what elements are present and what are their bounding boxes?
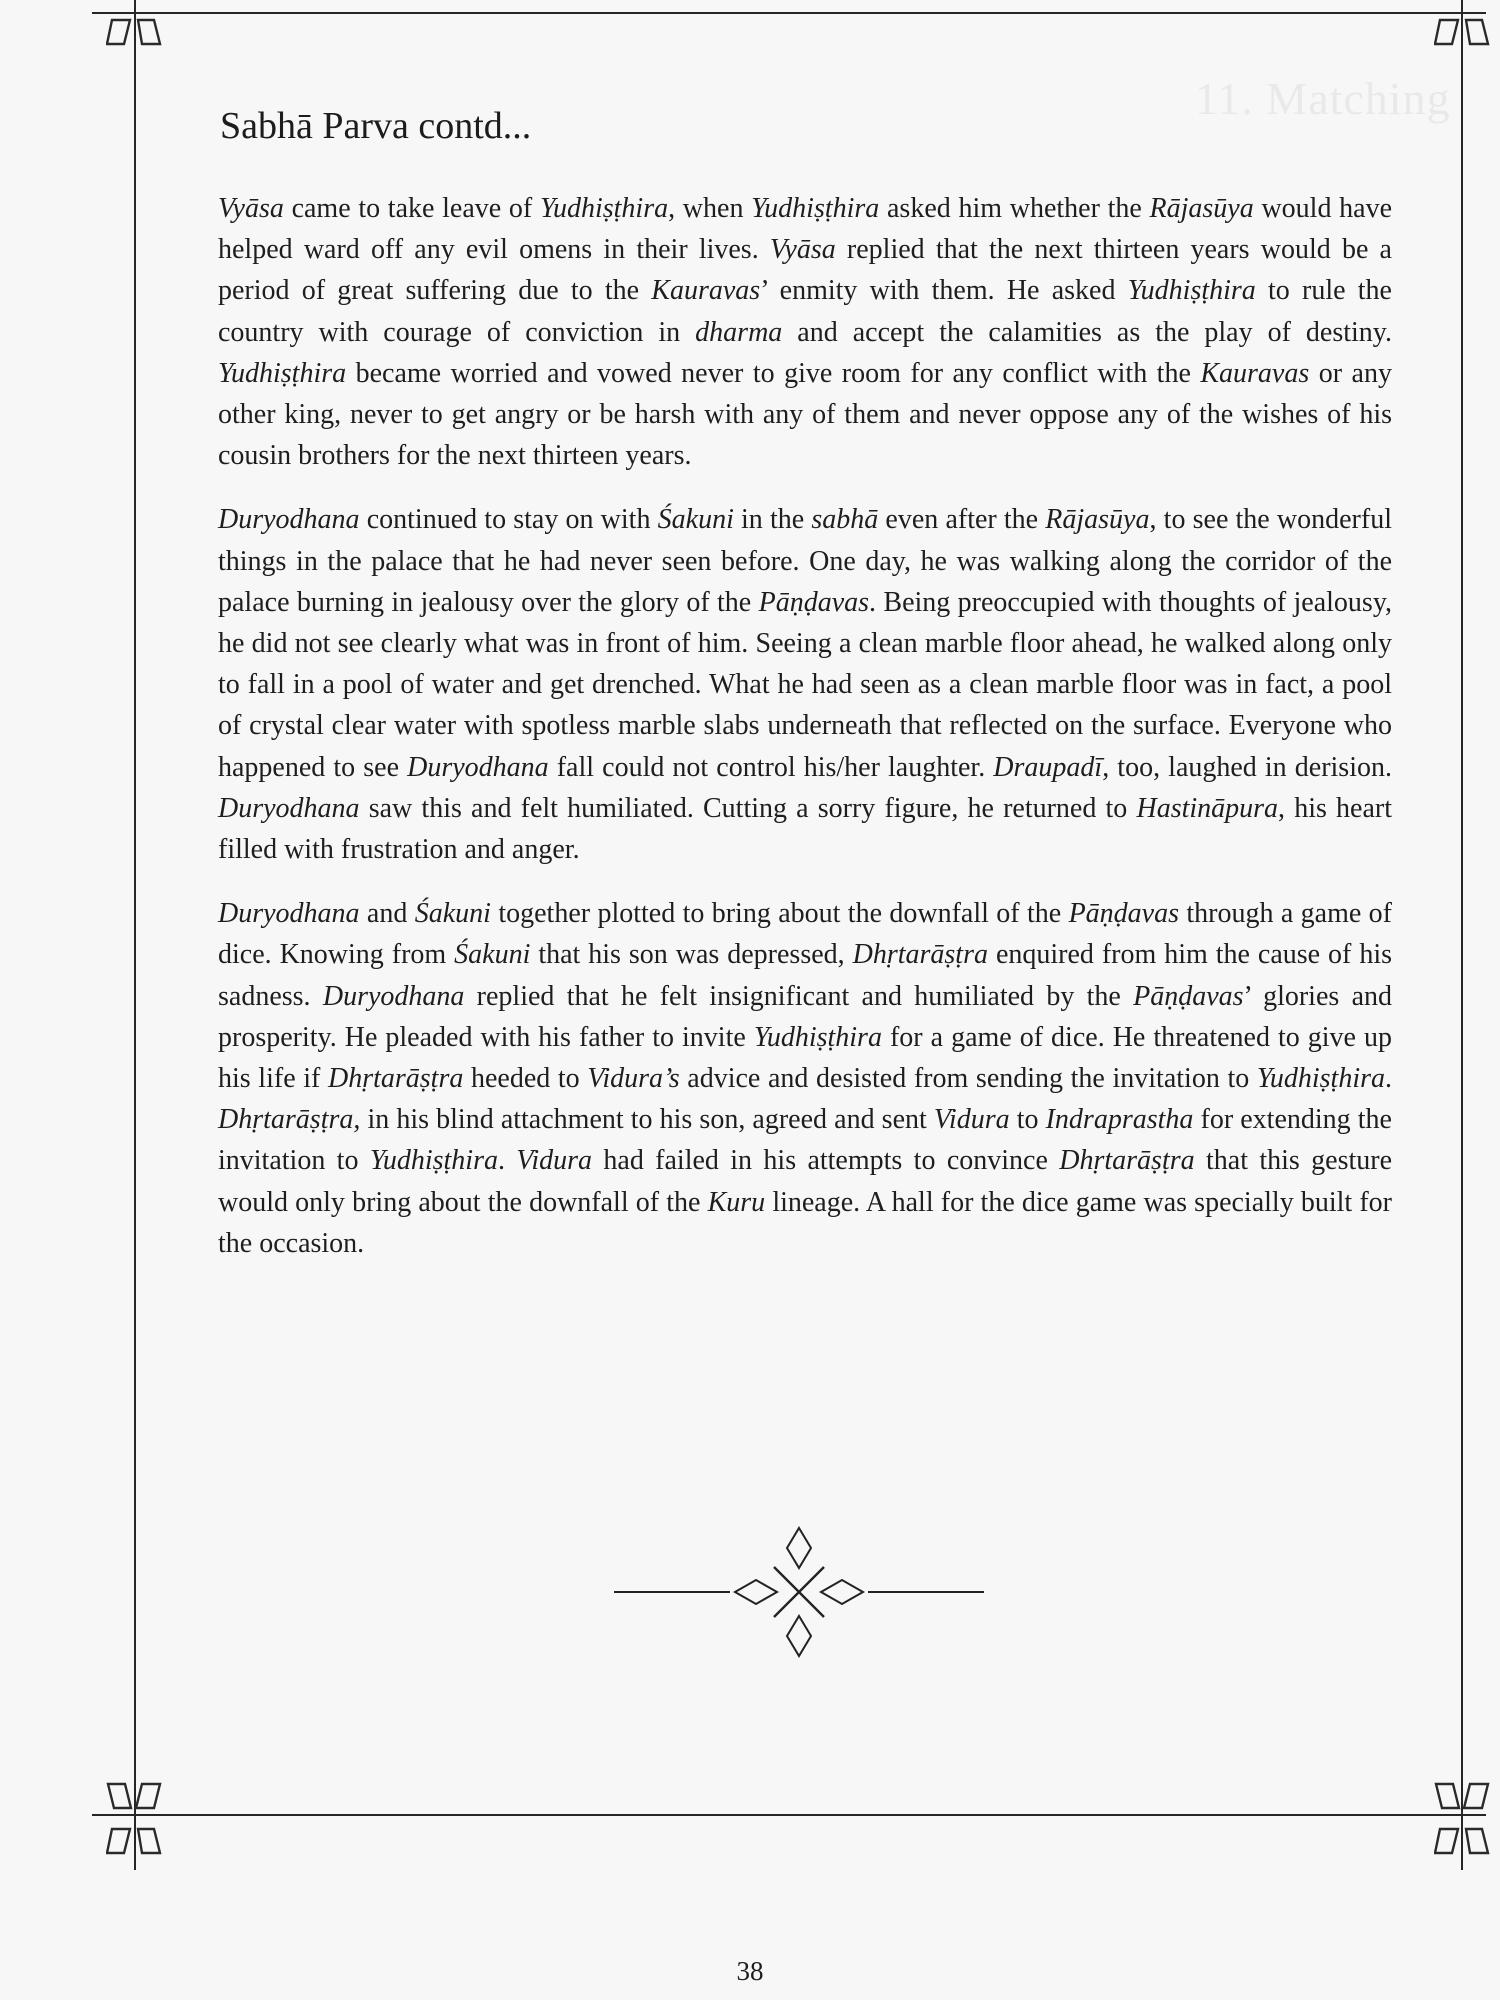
italic-term: Yudhiṣṭhira [751,193,880,224]
page-number: 38 [736,1956,764,1986]
italic-term: Yudhiṣṭhira [753,1021,882,1053]
italic-term: Dhṛtarāṣṭra [327,1063,464,1095]
text-run: . Being preoccupied with thoughts of jealousy, he did not see clearly what was in front of him. Seeing a clean marble floor ahead, he walked along only to fall in a pool of water and get drenched. What he had seen as a clean marble floor was in fact, a pool of crystal clear water with spotless marble slabs underneath that reflected on the surface. Everyone who happened to see [218,586,1393,783]
text-run: , his heart filled with frustration and anger. [218,792,1393,866]
italic-term: Vyāsa [218,193,284,224]
italic-term: Vidura [516,1145,593,1177]
text-run: even after the [878,504,1046,536]
frame-bottom-rule [92,1814,1486,1816]
italic-term: Pāṇḍavas [1068,898,1179,930]
text-run: and accept the calamities as the play of destiny. [782,316,1392,348]
text-run: or any other king, never to get angry or be harsh with any of them and never oppose any of the wishes of his cousin brothers for the next thirteen years. [218,357,1392,472]
text-run: replied that he felt insignificant and humiliated by the [464,980,1134,1012]
italic-term: Kauravas [651,275,761,307]
italic-term: Dhṛtarāṣṭra [852,939,988,971]
frame-left-rule [134,0,136,1870]
body-text [218,188,1392,1287]
italic-term: Kuru [707,1186,766,1218]
paragraph-2 [218,499,1392,870]
page-title: Sabhā Parva contd... [220,105,532,147]
text-run: for extending the invitation to [218,1104,1392,1177]
text-run: had failed in his attempts to convince [592,1145,1060,1177]
text-run: would have helped ward off any evil omens in their lives. [218,193,1392,266]
italic-term: Dhṛtarāṣṭra, [218,1104,361,1136]
corner-ornament-bottom-left-lower [106,1826,162,1856]
italic-term: Duryodhana [322,980,465,1012]
italic-term: Yudhiṣṭhira [218,357,347,389]
italic-term: Dhṛtarāṣṭra [1059,1145,1195,1177]
paragraph-3 [218,893,1392,1264]
text-run: in the [733,504,812,536]
text-run: to rule the country with courage of conviction in [218,275,1392,348]
italic-term: Vyāsa [769,234,836,266]
corner-ornament-top-right [1434,17,1490,47]
text-run: for a game of dice. He threatened to give up his life if [218,1021,1392,1095]
italic-term: Śakuni [414,898,491,930]
corner-ornament-bottom-left-upper [106,1781,162,1811]
italic-term: Duryodhana [407,751,549,783]
text-run: continued to stay on with [359,504,658,536]
corner-ornament-bottom-right-upper [1434,1781,1490,1811]
italic-term: Draupadī [993,751,1103,783]
italic-term: Duryodhana [218,898,360,930]
italic-term: Hastināpura [1136,792,1279,824]
text-run: ’ glories and prosperity. He pleaded with his father to invite [218,980,1393,1053]
frame-top-rule [92,12,1486,14]
text-run: came to take leave of [283,193,540,224]
text-run: , when [668,193,752,224]
italic-term: Yudhiṣṭhira [539,193,669,224]
italic-term: Śakuni [454,939,531,971]
italic-term: Yudhiṣṭhira [1256,1063,1386,1095]
paragraph-1 [218,188,1392,476]
text-run: that his son was depressed, [530,939,853,971]
italic-term: Yudhiṣṭhira [1127,275,1256,307]
italic-term: Pāṇḍavas [758,586,870,618]
text-run: that this gesture would only bring about the downfall of the [218,1145,1392,1218]
text-run: ’ enmity with them. He asked [760,275,1128,307]
italic-term: Yudhiṣṭhira [369,1145,498,1177]
italic-term: Vidura [933,1104,1010,1136]
italic-term: Kauravas [1200,357,1310,389]
text-run: . [497,1145,517,1177]
text-run: advice and desisted from sending the invitation to [679,1063,1257,1095]
ghost-heading: 11. Matching [1195,73,1451,124]
text-run: saw this and felt humiliated. Cutting a sorry figure, he returned to [359,792,1137,824]
text-run: heeded to [463,1063,588,1095]
text-run: became worried and vowed never to give room for any conflict with the [346,357,1201,389]
text-run: fall could not control his/her laughter. [548,751,994,783]
text-run: , too, laughed in derision. [1102,751,1392,783]
text-run: asked him whether the [879,193,1150,224]
italic-term: Duryodhana [218,792,360,824]
italic-term: sabhā [811,504,879,536]
text-run: in his blind attachment to his son, agreed and sent [360,1104,934,1136]
italic-term: Vidura’s [587,1063,680,1095]
text-run: lineage. A hall for the dice game was specially built for the occasion. [218,1186,1392,1259]
italic-term: Indraprastha [1045,1104,1194,1136]
text-run: , to see the wonderful things in the palace that he had never seen before. One day, he was walking along the corridor of the palace burning in jealousy over the glory of the [218,504,1392,618]
text-run: through a game of dice. Knowing from [218,898,1392,971]
italic-term: Śakuni [657,504,734,536]
text-run: replied that the next thirteen years would be a period of great suffering due to the [218,234,1392,307]
text-run: . [1385,1063,1393,1095]
text-run: to [1009,1104,1046,1136]
text-run: together plotted to bring about the downfall of the [490,898,1069,930]
text-run: and [359,898,415,930]
corner-ornament-bottom-right-lower [1434,1826,1490,1856]
text-run: enquired from him the cause of his sadness. [218,939,1392,1012]
italic-term: dharma [695,316,783,348]
corner-ornament-top-left [106,17,162,47]
italic-term: Duryodhana [218,504,360,536]
italic-term: Rājasūya [1045,504,1150,536]
section-end-ornament [612,1524,986,1660]
frame-right-rule [1461,0,1463,1870]
italic-term: Pāṇḍavas [1133,980,1244,1012]
italic-term: Rājasūya [1149,193,1254,224]
